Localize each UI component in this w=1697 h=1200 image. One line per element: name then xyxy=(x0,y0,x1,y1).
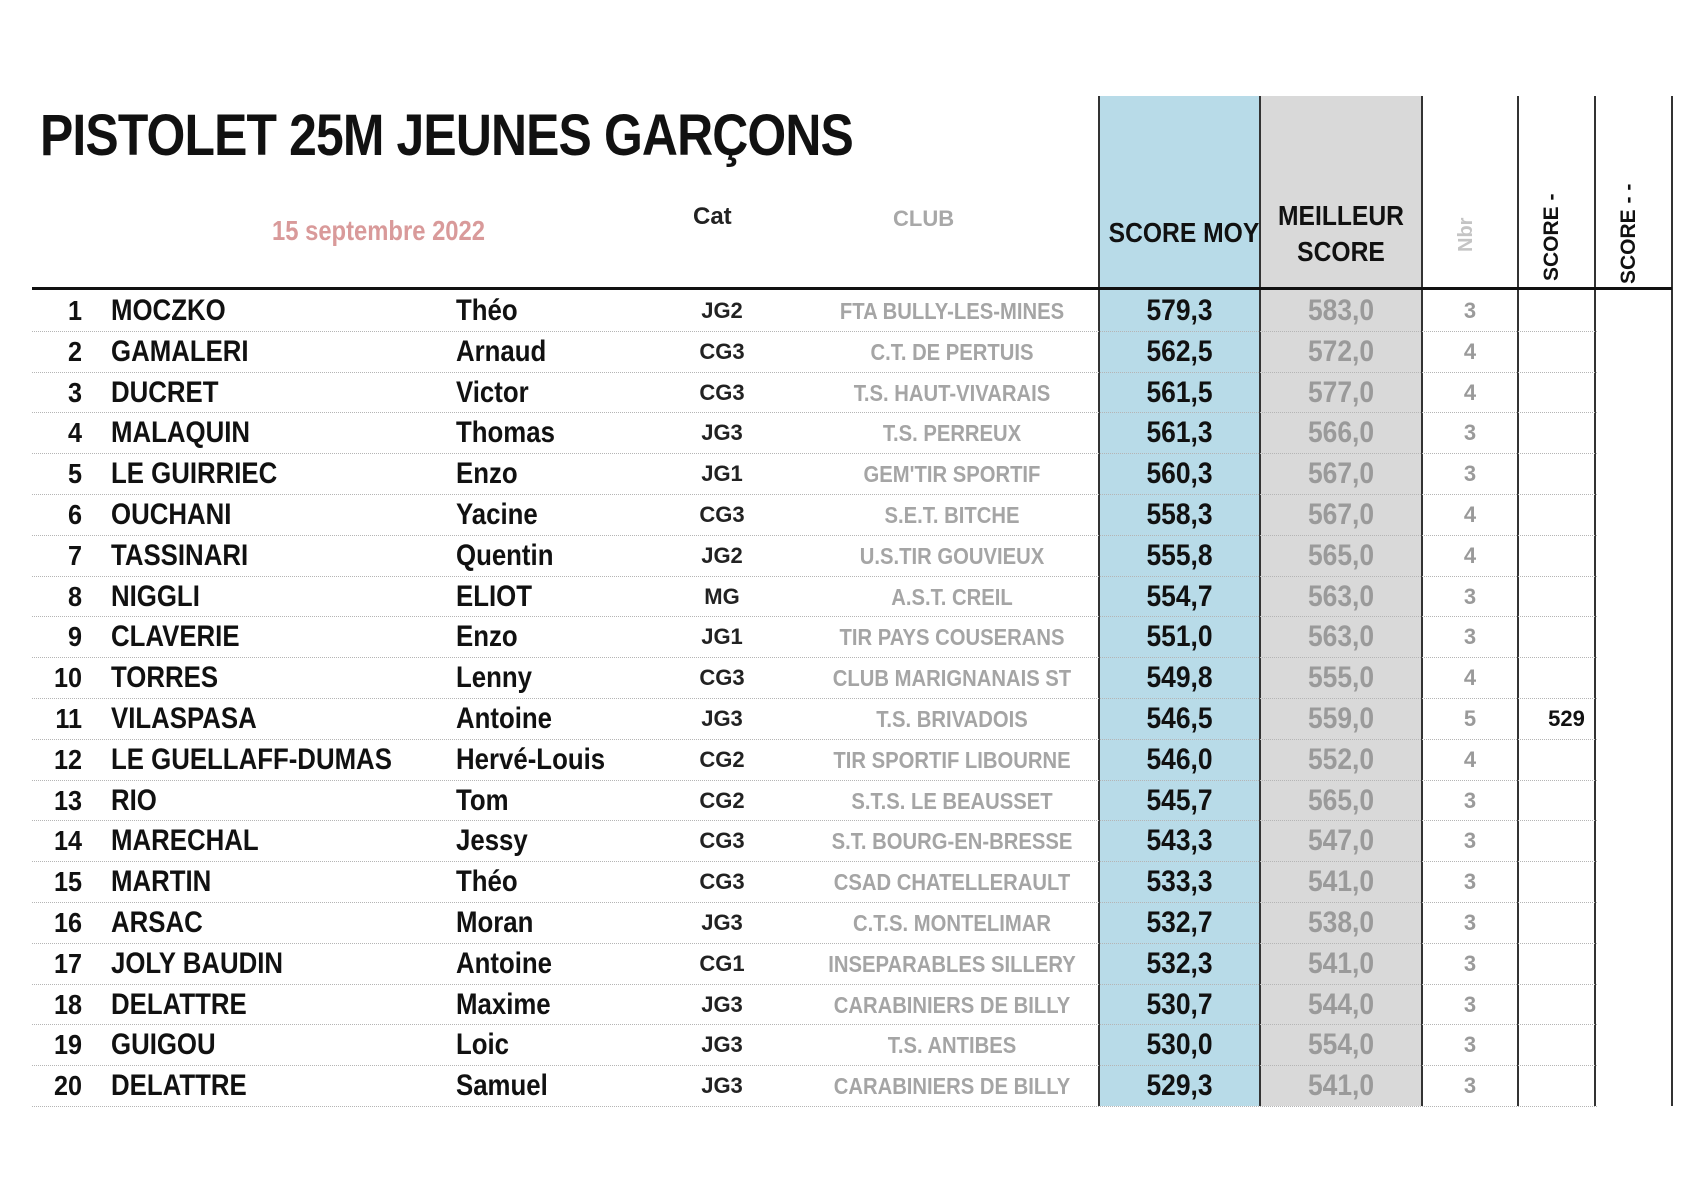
firstname-cell: Thomas xyxy=(456,416,555,450)
category-cell: CG3 xyxy=(699,502,745,527)
meilleur-score-cell: 572,0 xyxy=(1307,334,1375,368)
surname-cell: LE GUELLAFF-DUMAS xyxy=(111,742,392,776)
surname-cell: VILASPASA xyxy=(111,702,257,735)
score-moy-cell: 546,5 xyxy=(1146,702,1213,735)
nbr-cell: 4 xyxy=(1463,542,1477,568)
table-row xyxy=(32,1065,1597,1107)
club-cell: C.T.S. MONTELIMAR xyxy=(853,910,1051,936)
nbr-cell: 3 xyxy=(1463,950,1477,976)
surname-cell: DELATTRE xyxy=(111,1069,247,1103)
table-row xyxy=(32,902,1597,944)
nbr-cell: 3 xyxy=(1463,787,1477,813)
club-cell: T.S. ANTIBES xyxy=(887,1032,1017,1059)
meilleur-score-cell: 563,0 xyxy=(1307,579,1375,613)
meilleur-score-cell: 541,0 xyxy=(1307,865,1375,899)
rank-cell: 3 xyxy=(67,376,82,408)
table-row xyxy=(32,984,1597,1026)
firstname-cell: Victor xyxy=(456,375,529,409)
table-row xyxy=(32,535,1597,577)
surname-cell: MALAQUIN xyxy=(111,416,251,450)
rank-cell: 9 xyxy=(67,621,82,653)
surname-cell: MOCZKO xyxy=(111,294,226,327)
meilleur-score-cell: 565,0 xyxy=(1307,538,1375,572)
score-moy-cell: 549,8 xyxy=(1146,661,1213,695)
category-cell: JG3 xyxy=(701,1073,743,1099)
score-minus-cell xyxy=(1519,739,1614,780)
category-cell: CG3 xyxy=(699,869,745,895)
table-row xyxy=(32,494,1597,536)
club-cell: CSAD CHATELLERAULT xyxy=(833,869,1071,896)
category-cell: JG3 xyxy=(701,420,743,446)
rank-cell: 19 xyxy=(53,1029,82,1061)
rank-cell: 18 xyxy=(53,988,82,1020)
surname-cell: TASSINARI xyxy=(111,538,249,572)
firstname-cell: Théo xyxy=(456,294,518,327)
firstname-cell: ELIOT xyxy=(456,579,532,613)
header-cat: Cat xyxy=(693,203,732,230)
table-row xyxy=(32,657,1597,699)
meilleur-score-cell: 565,0 xyxy=(1307,783,1375,817)
rank-cell: 20 xyxy=(53,1070,82,1102)
meilleur-score-cell: 559,0 xyxy=(1307,702,1375,735)
table-row xyxy=(32,331,1597,373)
rank-cell: 8 xyxy=(67,580,82,612)
category-cell: CG3 xyxy=(699,665,745,691)
score-minus-cell xyxy=(1519,1065,1614,1106)
nbr-cell: 3 xyxy=(1463,583,1477,609)
club-cell: FTA BULLY-LES-MINES xyxy=(839,298,1065,324)
category-cell: CG3 xyxy=(699,828,745,854)
meilleur-score-cell: 547,0 xyxy=(1307,824,1375,858)
nbr-cell: 3 xyxy=(1463,298,1477,323)
club-cell: CLUB MARIGNANAIS ST xyxy=(832,665,1072,692)
category-cell: CG1 xyxy=(699,950,745,976)
nbr-cell: 3 xyxy=(1463,1073,1477,1099)
club-cell: S.T.S. LE BEAUSSET xyxy=(851,787,1053,814)
rank-cell: 13 xyxy=(53,784,82,816)
nbr-cell: 4 xyxy=(1463,338,1477,364)
category-cell: JG3 xyxy=(701,991,743,1017)
surname-cell: MARECHAL xyxy=(111,824,259,858)
score-minus-cell xyxy=(1519,372,1614,413)
meilleur-score-cell: 566,0 xyxy=(1307,416,1375,450)
score-minus-cell xyxy=(1519,616,1614,657)
rank-cell: 5 xyxy=(67,458,82,490)
rank-cell: 14 xyxy=(53,825,82,857)
club-cell: GEM'TIR SPORTIF xyxy=(863,461,1041,488)
firstname-cell: Quentin xyxy=(456,538,554,572)
score-moy-cell: 530,7 xyxy=(1146,987,1213,1021)
meilleur-score-cell: 544,0 xyxy=(1307,987,1375,1021)
score-moy-cell: 529,3 xyxy=(1146,1069,1213,1103)
rank-cell: 16 xyxy=(53,907,82,938)
club-cell: S.T. BOURG-EN-BRESSE xyxy=(831,828,1073,855)
club-cell: U.S.TIR GOUVIEUX xyxy=(859,542,1045,569)
table-row xyxy=(32,780,1597,822)
score-minus-cell xyxy=(1519,494,1614,535)
club-cell: TIR PAYS COUSERANS xyxy=(839,624,1065,651)
club-cell: CARABINIERS DE BILLY xyxy=(833,991,1071,1018)
rank-cell: 15 xyxy=(53,866,82,898)
rank-cell: 12 xyxy=(53,743,82,775)
nbr-cell: 4 xyxy=(1463,746,1477,772)
score-moy-cell: 554,7 xyxy=(1146,579,1213,613)
score-minus-cell xyxy=(1519,535,1614,576)
nbr-cell: 4 xyxy=(1463,379,1477,405)
firstname-cell: Lenny xyxy=(456,661,532,695)
firstname-cell: Théo xyxy=(456,865,518,899)
category-cell: CG2 xyxy=(699,746,745,772)
header-meilleur-score xyxy=(1270,198,1413,270)
club-cell: T.S. HAUT-VIVARAIS xyxy=(853,379,1051,406)
firstname-cell: Jessy xyxy=(456,824,528,858)
table-row xyxy=(32,372,1597,414)
score-moy-cell: 543,3 xyxy=(1146,824,1213,858)
score-moy-cell: 561,3 xyxy=(1146,416,1213,450)
meilleur-score-cell: 552,0 xyxy=(1307,742,1375,776)
nbr-cell: 3 xyxy=(1463,624,1477,650)
club-cell: A.S.T. CREIL xyxy=(891,583,1013,610)
club-cell: INSEPARABLES SILLERY xyxy=(828,950,1076,977)
meilleur-score-cell: 541,0 xyxy=(1307,1069,1375,1103)
rank-cell: 17 xyxy=(53,947,82,979)
header-score-minus-minus xyxy=(1617,178,1647,284)
meilleur-score-cell: 583,0 xyxy=(1307,294,1375,327)
score-moy-cell: 561,5 xyxy=(1146,375,1213,409)
club-cell: S.E.T. BITCHE xyxy=(884,502,1020,528)
score-minus-cell xyxy=(1519,576,1614,617)
header-score-minus-minus-label: SCORE - - xyxy=(1617,183,1640,284)
table-row xyxy=(32,412,1597,454)
table-row xyxy=(32,739,1597,781)
nbr-cell: 4 xyxy=(1463,502,1477,527)
firstname-cell: Hervé-Louis xyxy=(456,742,606,776)
surname-cell: JOLY BAUDIN xyxy=(111,946,284,980)
firstname-cell: Tom xyxy=(456,783,509,817)
table-row xyxy=(32,453,1597,495)
table-row xyxy=(32,698,1597,740)
surname-cell: CLAVERIE xyxy=(111,620,240,654)
nbr-cell: 3 xyxy=(1463,910,1477,935)
category-cell: JG3 xyxy=(701,706,743,731)
score-minus-cell xyxy=(1519,861,1614,902)
surname-cell: OUCHANI xyxy=(111,498,232,531)
score-minus-cell xyxy=(1519,780,1614,821)
club-cell: T.S. BRIVADOIS xyxy=(876,706,1028,732)
score-moy-cell: 560,3 xyxy=(1146,457,1213,491)
firstname-cell: Antoine xyxy=(456,702,553,735)
score-moy-cell: 579,3 xyxy=(1146,294,1213,327)
score-moy-cell: 532,3 xyxy=(1146,946,1213,980)
meilleur-score-cell: 555,0 xyxy=(1307,661,1375,695)
event-date: 15 septembre 2022 xyxy=(272,215,486,246)
score-minus-cell xyxy=(1519,290,1614,331)
header-meilleur-line2: SCORE xyxy=(1297,236,1385,267)
score-minus-cell xyxy=(1519,1024,1614,1065)
surname-cell: ARSAC xyxy=(111,906,203,939)
score-moy-cell: 562,5 xyxy=(1146,334,1213,368)
category-cell: JG1 xyxy=(701,461,743,487)
firstname-cell: Antoine xyxy=(456,946,553,980)
surname-cell: MARTIN xyxy=(111,865,212,899)
nbr-cell: 4 xyxy=(1463,665,1477,691)
table-row xyxy=(32,861,1597,903)
surname-cell: NIGGLI xyxy=(111,579,200,613)
rank-cell: 4 xyxy=(67,417,82,449)
score-moy-cell: 533,3 xyxy=(1146,865,1213,899)
score-moy-cell: 558,3 xyxy=(1146,498,1213,531)
category-cell: JG1 xyxy=(701,624,743,650)
table-row xyxy=(32,290,1597,332)
score-moy-cell: 546,0 xyxy=(1146,742,1213,776)
category-cell: CG3 xyxy=(699,379,745,405)
column-divider-6 xyxy=(1671,96,1673,1106)
meilleur-score-cell: 567,0 xyxy=(1307,498,1375,531)
header-score-minus-label: SCORE - xyxy=(1540,193,1563,281)
table-row xyxy=(32,1024,1597,1066)
firstname-cell: Enzo xyxy=(456,457,518,491)
nbr-cell: 5 xyxy=(1463,706,1477,731)
meilleur-score-cell: 541,0 xyxy=(1307,946,1375,980)
rank-cell: 11 xyxy=(55,703,82,734)
meilleur-score-cell: 538,0 xyxy=(1307,906,1375,939)
firstname-cell: Maxime xyxy=(456,987,551,1021)
surname-cell: RIO xyxy=(111,783,157,817)
firstname-cell: Yacine xyxy=(456,498,538,531)
club-cell: CARABINIERS DE BILLY xyxy=(833,1073,1071,1100)
surname-cell: GAMALERI xyxy=(111,334,249,368)
rank-cell: 2 xyxy=(67,335,82,367)
meilleur-score-cell: 577,0 xyxy=(1307,375,1375,409)
page-title: PISTOLET 25M JEUNES GARÇONS xyxy=(40,103,853,168)
header-club: CLUB xyxy=(893,206,955,231)
rank-cell: 1 xyxy=(67,295,82,326)
header-nbr xyxy=(1455,215,1485,252)
firstname-cell: Moran xyxy=(456,906,534,939)
surname-cell: TORRES xyxy=(111,661,219,695)
nbr-cell: 3 xyxy=(1463,828,1477,854)
score-minus-cell xyxy=(1519,453,1614,494)
nbr-cell: 3 xyxy=(1463,420,1477,446)
category-cell: JG2 xyxy=(701,542,743,568)
rank-cell: 10 xyxy=(53,662,82,694)
firstname-cell: Enzo xyxy=(456,620,518,654)
rank-cell: 7 xyxy=(67,539,82,571)
nbr-cell: 3 xyxy=(1463,461,1477,487)
table-row xyxy=(32,576,1597,618)
surname-cell: LE GUIRRIEC xyxy=(111,457,278,491)
nbr-cell: 3 xyxy=(1463,869,1477,895)
score-minus-cell xyxy=(1519,412,1614,453)
score-moy-cell: 551,0 xyxy=(1146,620,1213,654)
meilleur-score-cell: 563,0 xyxy=(1307,620,1375,654)
rank-cell: 6 xyxy=(67,499,82,530)
surname-cell: DELATTRE xyxy=(111,987,247,1021)
table-row xyxy=(32,820,1597,862)
category-cell: MG xyxy=(704,583,740,609)
score-minus-cell xyxy=(1519,902,1614,943)
firstname-cell: Samuel xyxy=(456,1069,548,1103)
table-row xyxy=(32,943,1597,985)
surname-cell: DUCRET xyxy=(111,375,219,409)
header-nbr-label: Nbr xyxy=(1455,217,1477,252)
score-minus-cell xyxy=(1519,820,1614,861)
score-minus-cell xyxy=(1519,331,1614,372)
meilleur-score-cell: 567,0 xyxy=(1307,457,1375,491)
score-minus-cell xyxy=(1519,984,1614,1025)
header-meilleur-line1: MEILLEUR xyxy=(1278,200,1404,231)
category-cell: JG3 xyxy=(701,910,743,935)
header-score-minus xyxy=(1540,193,1570,281)
nbr-cell: 3 xyxy=(1463,991,1477,1017)
category-cell: JG3 xyxy=(701,1032,743,1058)
club-cell: T.S. PERREUX xyxy=(882,420,1022,447)
score-moy-cell: 545,7 xyxy=(1146,783,1213,817)
score-moy-cell: 555,8 xyxy=(1146,538,1213,572)
score-minus-cell xyxy=(1519,943,1614,984)
firstname-cell: Arnaud xyxy=(456,334,547,368)
surname-cell: GUIGOU xyxy=(111,1028,216,1062)
score-minus-cell xyxy=(1519,657,1614,698)
score-moy-cell: 532,7 xyxy=(1146,906,1213,939)
meilleur-score-cell: 554,0 xyxy=(1307,1028,1375,1062)
nbr-cell: 3 xyxy=(1463,1032,1477,1058)
category-cell: CG2 xyxy=(699,787,745,813)
score-moy-cell: 530,0 xyxy=(1146,1028,1213,1062)
table-row xyxy=(32,616,1597,658)
category-cell: JG2 xyxy=(701,298,743,323)
category-cell: CG3 xyxy=(699,338,745,364)
firstname-cell: Loic xyxy=(456,1028,510,1062)
score-minus-cell: 529 xyxy=(1548,706,1585,731)
club-cell: C.T. DE PERTUIS xyxy=(870,338,1034,365)
header-score-moy: SCORE MOY xyxy=(1108,217,1260,248)
club-cell: TIR SPORTIF LIBOURNE xyxy=(833,746,1071,773)
